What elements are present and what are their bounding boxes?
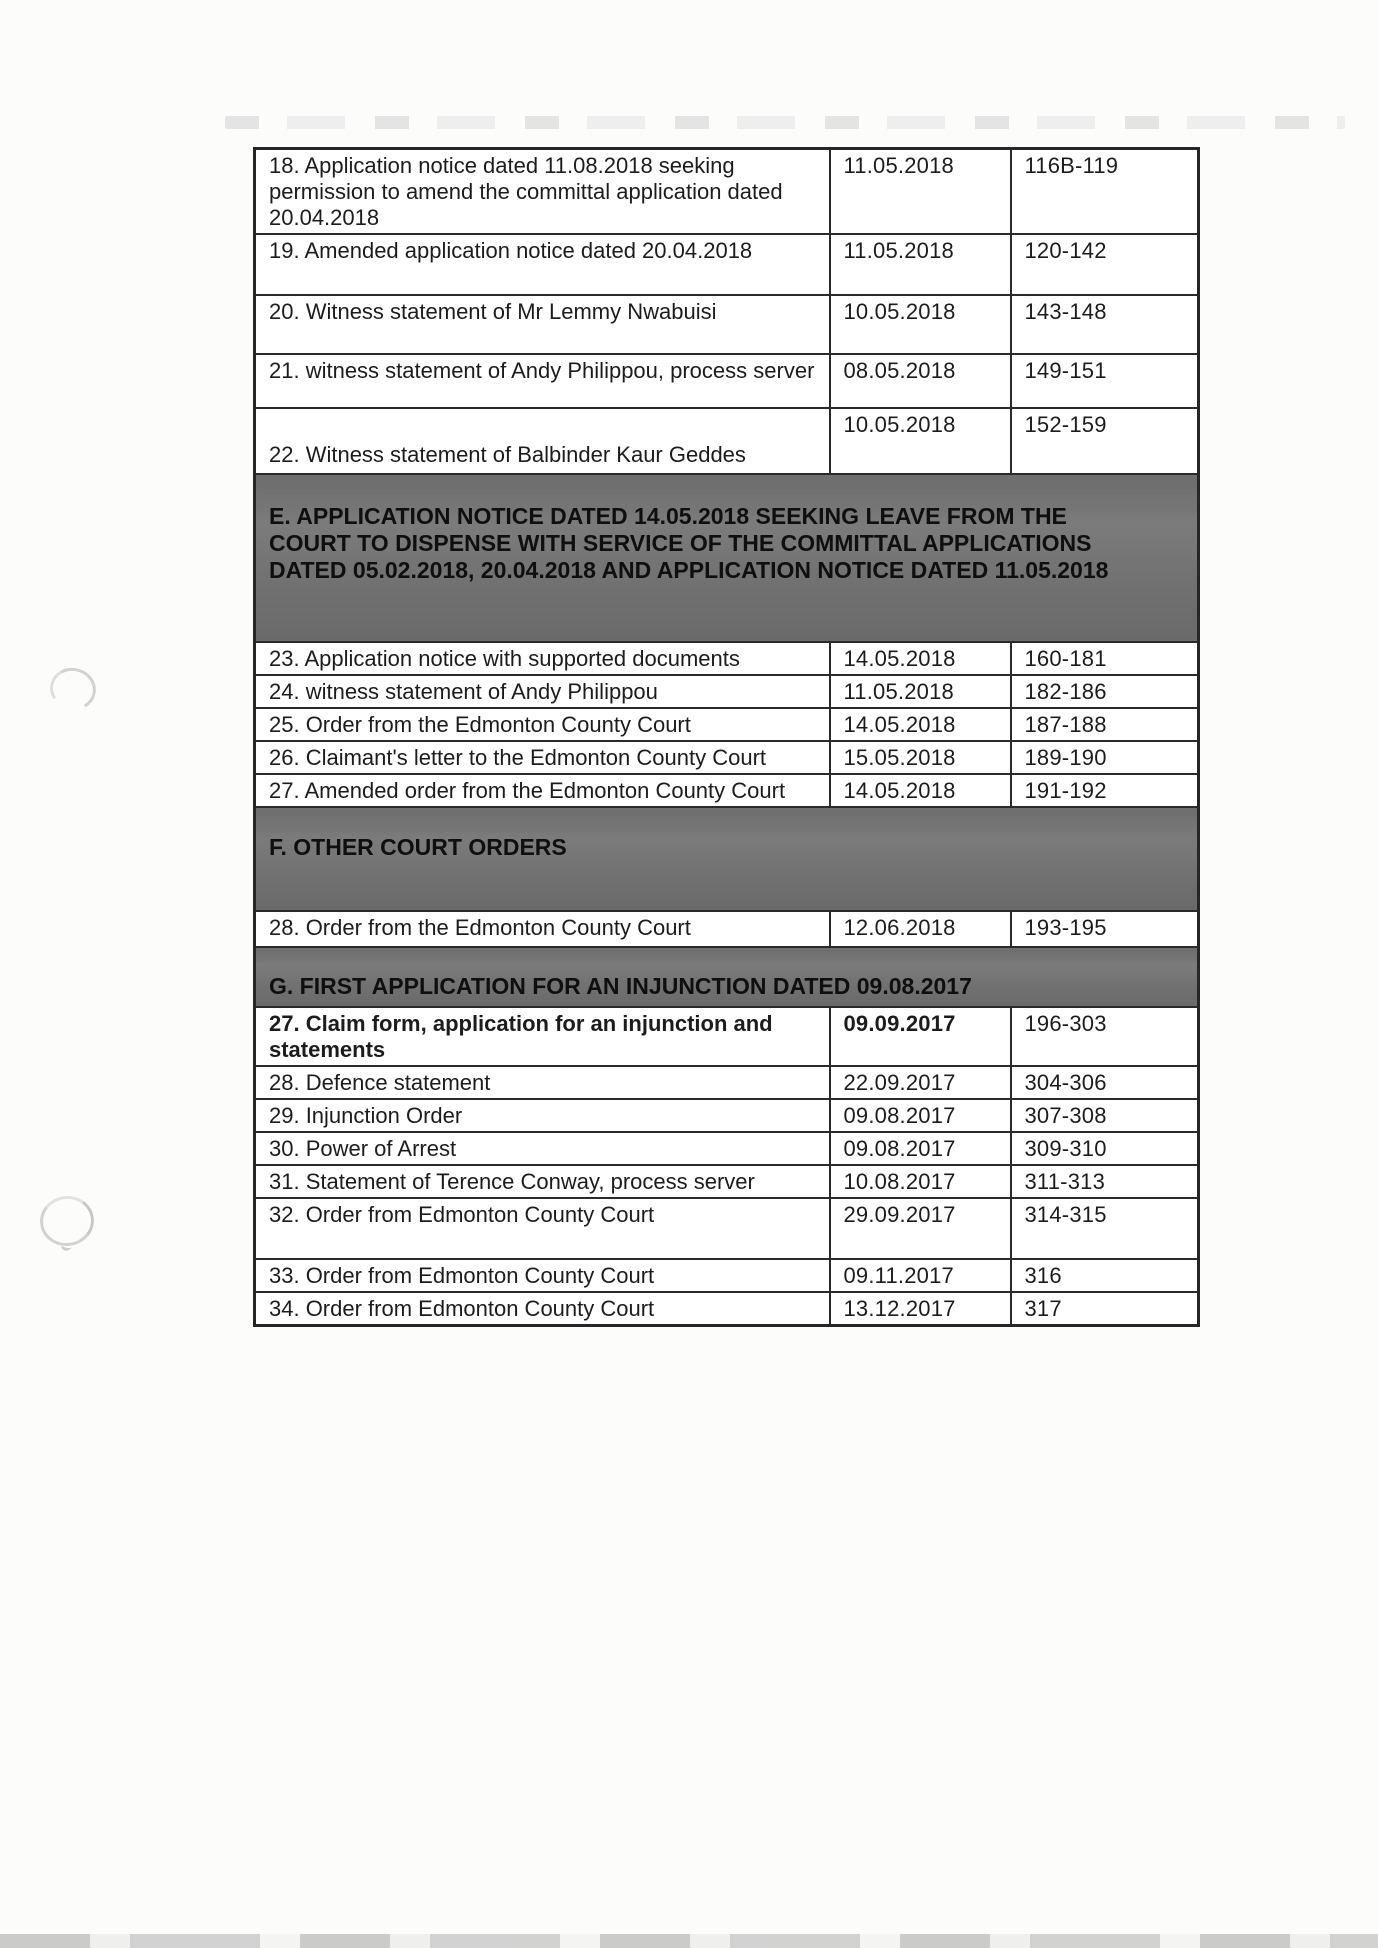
section-header-row-e bbox=[255, 474, 1199, 642]
row-pages: 187-188 bbox=[1011, 708, 1199, 741]
row-description: 33. Order from Edmonton County Court bbox=[255, 1259, 830, 1292]
row-pages: 316 bbox=[1011, 1259, 1199, 1292]
row-description: 31. Statement of Terence Conway, process server bbox=[255, 1165, 830, 1198]
row-description: 26. Claimant's letter to the Edmonton County Court bbox=[255, 741, 830, 774]
row-date: 09.09.2017 bbox=[830, 1007, 1011, 1066]
table-row bbox=[255, 1066, 1199, 1099]
table-row bbox=[255, 741, 1199, 774]
hole-punch-mark-tail bbox=[60, 1239, 73, 1253]
row-description: 27. Claim form, application for an injunction and statements bbox=[255, 1007, 830, 1066]
row-date: 11.05.2018 bbox=[830, 675, 1011, 708]
row-date: 13.12.2017 bbox=[830, 1292, 1011, 1326]
row-pages: 193-195 bbox=[1011, 911, 1199, 947]
row-description: 21. witness statement of Andy Philippou, process server bbox=[255, 354, 830, 408]
row-date: 08.05.2018 bbox=[830, 354, 1011, 408]
table-row bbox=[255, 1165, 1199, 1198]
table-row bbox=[255, 354, 1199, 408]
row-date: 11.05.2018 bbox=[830, 234, 1011, 295]
row-date: 22.09.2017 bbox=[830, 1066, 1011, 1099]
hole-punch-mark-upper bbox=[46, 663, 101, 715]
row-description: 25. Order from the Edmonton County Court bbox=[255, 708, 830, 741]
row-date: 14.05.2018 bbox=[830, 774, 1011, 807]
table-row bbox=[255, 911, 1199, 947]
row-date: 14.05.2018 bbox=[830, 642, 1011, 675]
row-pages: 311-313 bbox=[1011, 1165, 1199, 1198]
row-date: 11.05.2018 bbox=[830, 149, 1011, 235]
row-date: 10.08.2017 bbox=[830, 1165, 1011, 1198]
row-description: 24. witness statement of Andy Philippou bbox=[255, 675, 830, 708]
row-date: 12.06.2018 bbox=[830, 911, 1011, 947]
row-date: 10.05.2018 bbox=[830, 408, 1011, 474]
row-pages: 309-310 bbox=[1011, 1132, 1199, 1165]
row-description: 22. Witness statement of Balbinder Kaur Geddes bbox=[255, 408, 830, 474]
row-date: 09.08.2017 bbox=[830, 1099, 1011, 1132]
row-description: 28. Order from the Edmonton County Court bbox=[255, 911, 830, 947]
row-description: 28. Defence statement bbox=[255, 1066, 830, 1099]
row-description: 20. Witness statement of Mr Lemmy Nwabuisi bbox=[255, 295, 830, 354]
table-row bbox=[255, 708, 1199, 741]
table-row bbox=[255, 1132, 1199, 1165]
table-row bbox=[255, 149, 1199, 235]
table-row bbox=[255, 234, 1199, 295]
table-row bbox=[255, 1099, 1199, 1132]
table-row bbox=[255, 295, 1199, 354]
row-date: 15.05.2018 bbox=[830, 741, 1011, 774]
row-pages: 196-303 bbox=[1011, 1007, 1199, 1066]
row-date: 14.05.2018 bbox=[830, 708, 1011, 741]
section-header-text: G. FIRST APPLICATION FOR AN INJUNCTION DATED 09.08.2017 bbox=[255, 947, 1199, 1007]
table-row bbox=[255, 1198, 1199, 1259]
row-date: 09.08.2017 bbox=[830, 1132, 1011, 1165]
row-pages: 189-190 bbox=[1011, 741, 1199, 774]
row-pages: 149-151 bbox=[1011, 354, 1199, 408]
table-row bbox=[255, 642, 1199, 675]
row-pages: 143-148 bbox=[1011, 295, 1199, 354]
row-pages: 317 bbox=[1011, 1292, 1199, 1326]
row-date: 09.11.2017 bbox=[830, 1259, 1011, 1292]
row-description: 29. Injunction Order bbox=[255, 1099, 830, 1132]
row-pages: 191-192 bbox=[1011, 774, 1199, 807]
row-description: 32. Order from Edmonton County Court bbox=[255, 1198, 830, 1259]
row-pages: 304-306 bbox=[1011, 1066, 1199, 1099]
row-pages: 116B-119 bbox=[1011, 149, 1199, 235]
row-date: 10.05.2018 bbox=[830, 295, 1011, 354]
row-pages: 152-159 bbox=[1011, 408, 1199, 474]
section-header-row-f bbox=[255, 807, 1199, 911]
table-row bbox=[255, 1259, 1199, 1292]
row-date: 29.09.2017 bbox=[830, 1198, 1011, 1259]
section-header-row-g bbox=[255, 947, 1199, 1007]
scan-smudge-top bbox=[225, 116, 1345, 129]
table-row bbox=[255, 1007, 1199, 1066]
court-bundle-index-table bbox=[253, 147, 1200, 1327]
row-pages: 160-181 bbox=[1011, 642, 1199, 675]
row-description: 19. Amended application notice dated 20.04.2018 bbox=[255, 234, 830, 295]
row-description: 27. Amended order from the Edmonton County Court bbox=[255, 774, 830, 807]
row-description: 30. Power of Arrest bbox=[255, 1132, 830, 1165]
row-pages: 120-142 bbox=[1011, 234, 1199, 295]
table-row bbox=[255, 774, 1199, 807]
scan-smudge-bottom bbox=[0, 1934, 1378, 1948]
table-row bbox=[255, 408, 1199, 474]
table-row bbox=[255, 675, 1199, 708]
row-pages: 307-308 bbox=[1011, 1099, 1199, 1132]
table-row bbox=[255, 1292, 1199, 1326]
row-description: 18. Application notice dated 11.08.2018 seeking permission to amend the committal application dated 20.04.2018 bbox=[255, 149, 830, 235]
row-pages: 314-315 bbox=[1011, 1198, 1199, 1259]
row-pages: 182-186 bbox=[1011, 675, 1199, 708]
section-header-text: F. OTHER COURT ORDERS bbox=[255, 807, 1199, 911]
section-header-text: E. APPLICATION NOTICE DATED 14.05.2018 SEEKING LEAVE FROM THE COURT TO DISPENSE WITH SERVICE OF THE COMMITTAL APPLICATIONS DATED 05.02.2018, 20.04.2018 AND APPLICATION NOTICE DATED 11.05.2018 bbox=[255, 474, 1199, 642]
row-description: 34. Order from Edmonton County Court bbox=[255, 1292, 830, 1326]
row-description: 23. Application notice with supported documents bbox=[255, 642, 830, 675]
